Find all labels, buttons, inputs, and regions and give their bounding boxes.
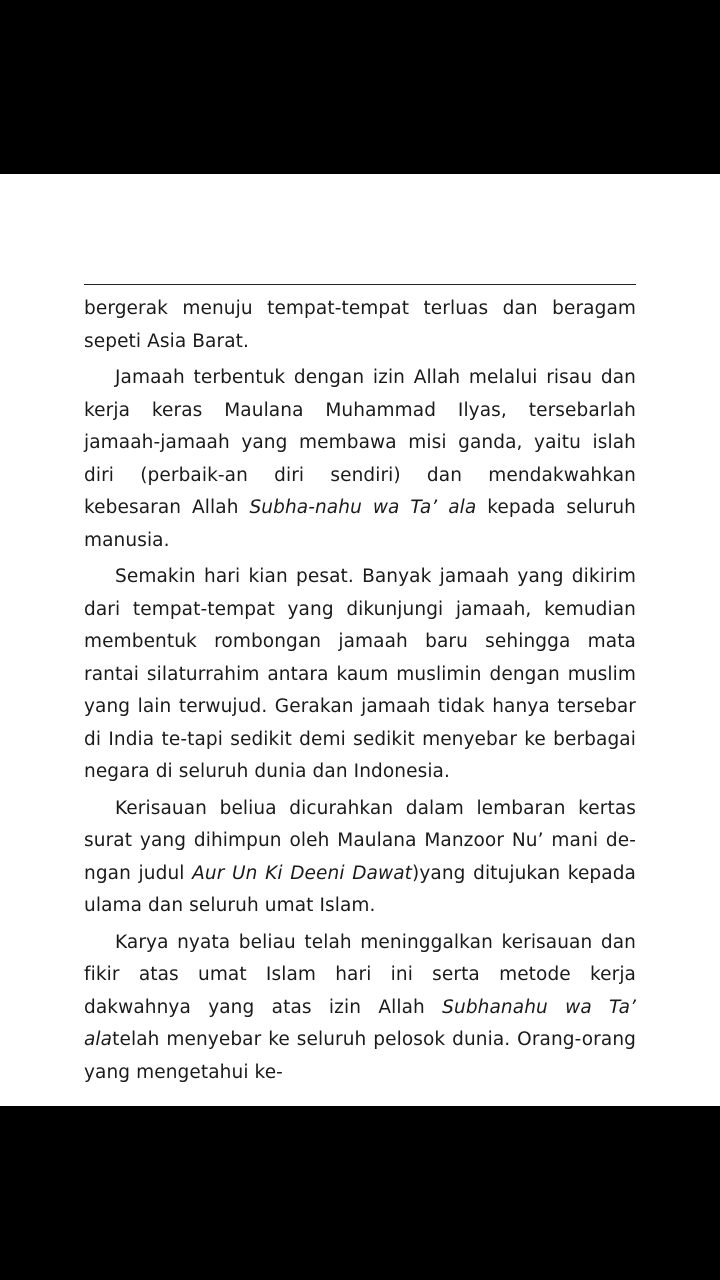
paragraph: [84, 293, 636, 358]
text-segment: kepada seluruh manusia.: [84, 497, 636, 551]
text-segment: bergerak menuju tempat-tempat terluas dan beragam sepeti Asia Barat.: [84, 298, 636, 352]
paragraph: [84, 362, 636, 557]
book-page[interactable]: [0, 174, 720, 1106]
bottom-black-bar: [0, 1106, 720, 1280]
text-segment: )yang ditujukan kepada ulama dan seluruh umat Islam.: [84, 862, 636, 916]
text-segment: Semakin hari kian pesat. Banyak jamaah yang dikirim dari tempat-tempat yang dikunjungi jamaah, kemudian membentuk rombongan jamaah baru sehingga mata rantai silaturrahim antara kaum muslimin dengan muslim yang lain terwujud. Gerakan jamaah tidak hanya tersebar di India te-tapi sedikit demi sedikit menyebar ke berbagai negara di seluruh dunia dan Indonesia.: [84, 566, 636, 782]
top-black-bar: [0, 0, 720, 174]
italic-text: Subhanahu wa Ta’ ala: [84, 996, 636, 1050]
italic-text: Aur Un Ki Deeni Dawat: [192, 862, 413, 884]
paragraph: [84, 793, 636, 923]
page-text: [84, 293, 636, 1089]
header-rule: [84, 284, 636, 285]
text-segment: Jamaah terbentuk dengan izin Allah melalui risau dan kerja keras Maulana Muhammad Ilyas, tersebarlah jamaah-jamaah yang membawa misi ganda, yaitu islah diri (perbaik-an diri sendiri) dan mendakwahkan kebesaran Allah: [84, 367, 636, 518]
text-segment: Karya nyata beliau telah meninggalkan kerisauan dan fikir atas umat Islam hari ini serta metode kerja dakwahnya yang atas izin Allah: [84, 931, 636, 1018]
paragraph: [84, 927, 636, 1090]
italic-text: Subha-nahu wa Ta’ ala: [249, 497, 477, 518]
paragraph: [84, 561, 636, 789]
text-segment: telah menyebar ke seluruh pelosok dunia. Orang-orang yang mengetahui ke-: [84, 1029, 636, 1083]
text-segment: Kerisauan beliua dicurahkan dalam lembaran kertas surat yang dihimpun oleh Maulana Manzoor Nu’ mani de-ngan judul: [84, 797, 636, 884]
